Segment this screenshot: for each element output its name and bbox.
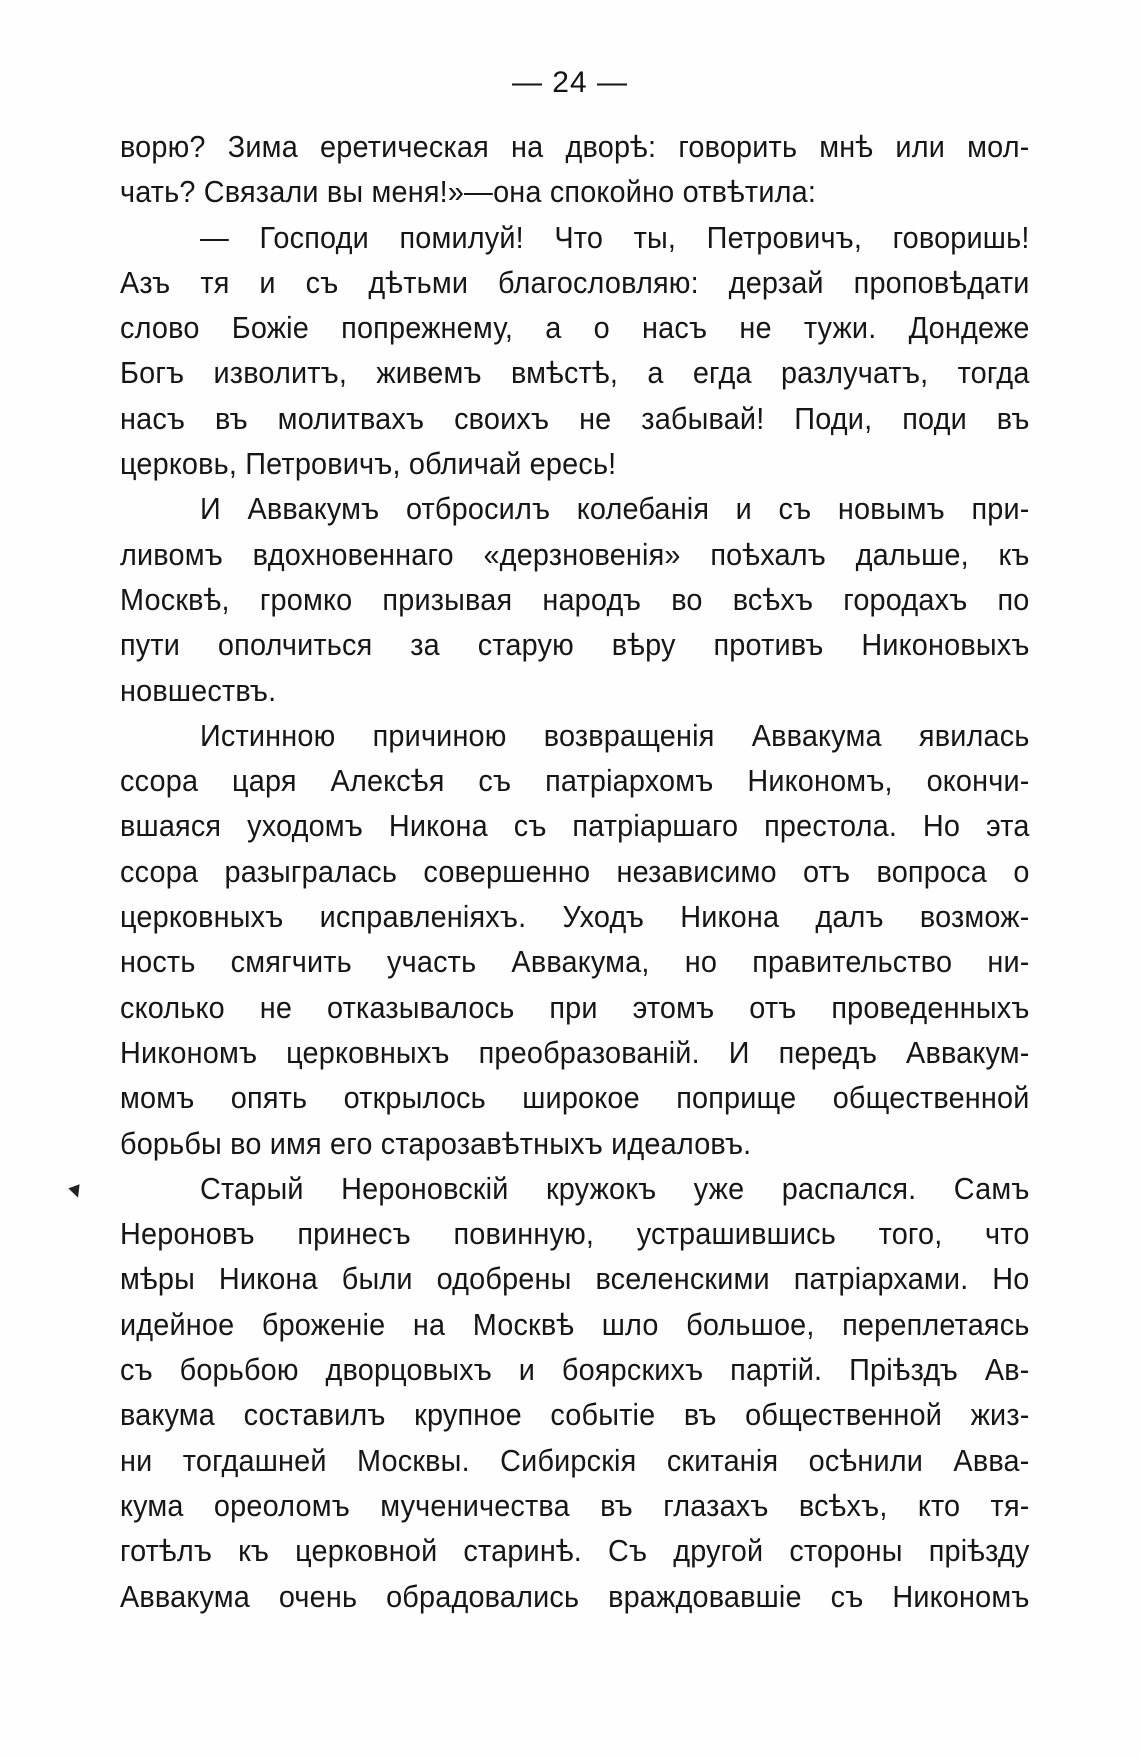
text-line: кума ореоломъ мученичества въ глазахъ всѣхъ, кто тя-	[120, 1487, 1030, 1523]
text-line: новшествъ.	[120, 672, 277, 708]
text-line: ворю? Зима еретическая на дворѣ: говорить мнѣ или мол-	[120, 129, 1030, 164]
text-line: Москвѣ, громко призывая народъ во всѣхъ городахъ по	[120, 581, 1030, 617]
text-line: сколько не отказывалось при этомъ отъ проведенныхъ	[120, 989, 1030, 1025]
text-line: пути ополчиться за старую вѣру противъ Никоновыхъ	[120, 627, 1030, 663]
text-line: съ борьбою дворцовыхъ и боярскихъ партій. Пріѣздъ Ав-	[120, 1352, 1030, 1388]
text-line: насъ въ молитвахъ своихъ не забывай! Поди, поди въ	[120, 400, 1030, 436]
text-line: готѣлъ къ церковной старинѣ. Съ другой стороны пріѣзду	[120, 1533, 1030, 1569]
text-line: мѣры Никона были одобрены вселенскими патріархами. Но	[120, 1261, 1030, 1297]
text-line: Азъ тя и съ дѣтьми благословляю: дерзай проповѣдати	[120, 264, 1030, 300]
text-line: церковныхъ исправленіяхъ. Уходъ Никона далъ возмож-	[120, 899, 1030, 935]
text-line: ливомъ вдохновеннаго «дерзновенія» поѣхалъ дальше, къ	[120, 536, 1030, 572]
text-line: — Господи помилуй! Что ты, Петровичъ, говоришь!	[199, 219, 1030, 255]
text-line: Старый Нероновскій кружокъ уже распался. Самъ	[199, 1170, 1030, 1206]
text-line: ссора разыгралась совершенно независимо отъ вопроса о	[120, 853, 1030, 889]
text-line: вакума составилъ крупное событіе въ общественной жиз-	[120, 1397, 1030, 1433]
text-line: борьбы во имя его старозавѣтныхъ идеаловъ.	[120, 1125, 752, 1161]
text-line: слово Божіе попрежнему, а о насъ не тужи. Дондеже	[120, 310, 1030, 346]
text-line: идейное броженіе на Москвѣ шло большое, переплетаясь	[120, 1306, 1030, 1342]
text-line: Нероновъ принесъ повинную, устрашившись того, что	[120, 1216, 1030, 1252]
text-line: Истинною причиною возвращенія Аввакума явилась	[199, 717, 1030, 753]
text-line: ссора царя Алексѣя съ патріархомъ Никономъ, окончи-	[120, 763, 1030, 799]
text-line: Богъ изволитъ, живемъ вмѣстѣ, а егда разлучатъ, тогда	[120, 355, 1030, 391]
text-line: момъ опять открылось широкое поприще общественной	[120, 1080, 1030, 1116]
body-text	[120, 124, 1030, 1619]
text-line: Никономъ церковныхъ преобразованій. И передъ Аввакум-	[120, 1034, 1030, 1070]
margin-mark-icon	[68, 1184, 83, 1199]
text-line: И Аввакумъ отбросилъ колебанія и съ новымъ при-	[199, 491, 1030, 527]
page-number: — 24 —	[511, 66, 629, 99]
text-line: чать? Связали вы меня!»—она спокойно отвѣтила:	[120, 174, 817, 210]
text-line: ни тогдашней Москвы. Сибирскія скитанія осѣнили Авва-	[120, 1442, 1030, 1478]
text-line: церковь, Петровичъ, обличай ересь!	[120, 446, 617, 482]
text-line: ность смягчить участь Аввакума, но правительство ни-	[120, 944, 1030, 980]
text-line: Аввакума очень обрадовались враждовавшіе съ Никономъ	[120, 1578, 1030, 1614]
text-line: вшаяся уходомъ Никона съ патріаршаго престола. Но эта	[120, 808, 1030, 844]
